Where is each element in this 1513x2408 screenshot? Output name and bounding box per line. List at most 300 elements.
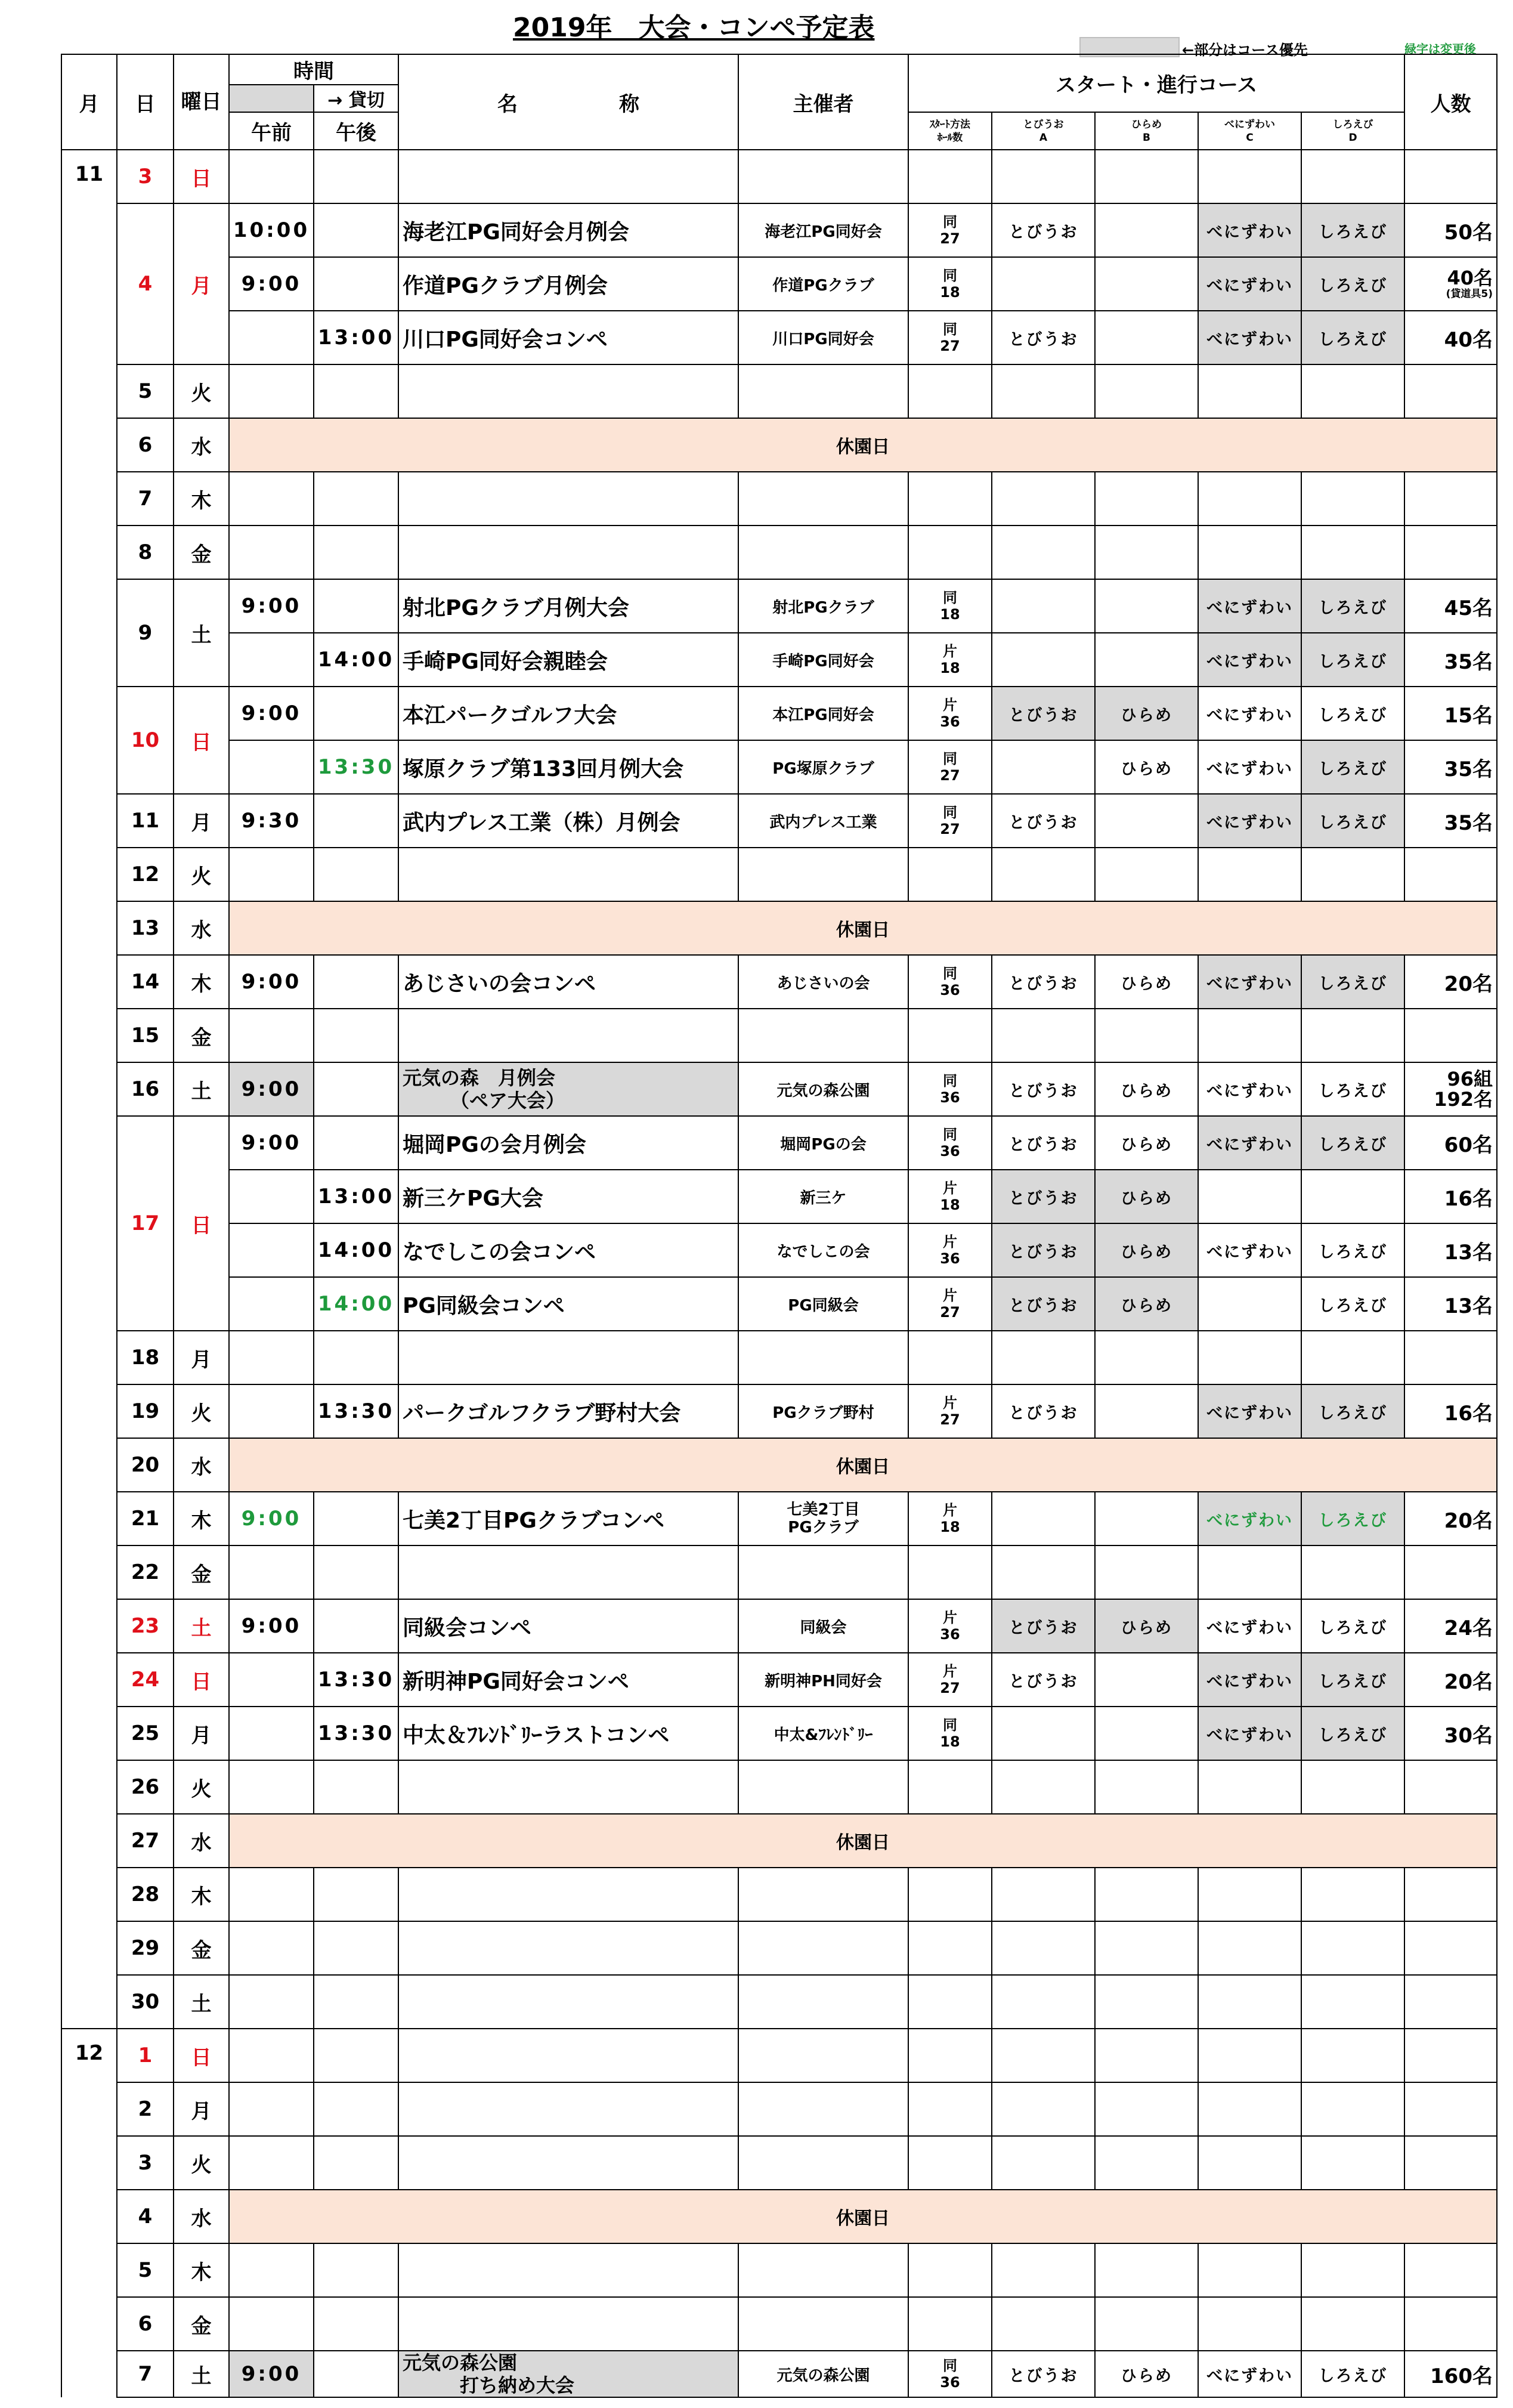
table-row bbox=[61, 1545, 1497, 1599]
weekday-cell: 月 bbox=[174, 794, 229, 848]
pm-time-cell: 14:00 bbox=[314, 1277, 398, 1331]
course-d-cell: しろえび bbox=[1301, 311, 1404, 364]
course-c-cell: べにずわい bbox=[1198, 1707, 1301, 1760]
organizer-cell: 堀岡PGの会 bbox=[738, 1116, 908, 1170]
table-row bbox=[61, 1760, 1497, 1814]
header-course-b: ひらめ B bbox=[1095, 112, 1198, 150]
organizer-cell: 本江PG同好会 bbox=[738, 687, 908, 740]
table-row bbox=[61, 2029, 1497, 2082]
pm-time-cell: 13:30 bbox=[314, 740, 398, 794]
course-b-cell bbox=[1095, 257, 1198, 311]
organizer-cell bbox=[738, 2243, 908, 2297]
day-cell: 25 bbox=[117, 1707, 174, 1760]
table-row bbox=[61, 1009, 1497, 1062]
course-a-cell: とびうお bbox=[992, 1653, 1095, 1707]
count-cell: 35名 bbox=[1404, 794, 1497, 848]
course-c-cell: べにずわい bbox=[1198, 311, 1301, 364]
count-cell bbox=[1404, 150, 1497, 203]
header-course-a: とびうお A bbox=[992, 112, 1095, 150]
course-c-cell: べにずわい bbox=[1198, 1384, 1301, 1438]
header-am: 午前 bbox=[229, 112, 314, 150]
course-c-cell bbox=[1198, 1975, 1301, 2029]
day-cell: 13 bbox=[117, 901, 174, 955]
weekday-cell: 木 bbox=[174, 955, 229, 1009]
header-day: 日 bbox=[117, 54, 174, 150]
weekday-cell: 日 bbox=[174, 1116, 229, 1331]
day-cell: 2 bbox=[117, 2082, 174, 2136]
pm-time-cell bbox=[314, 2243, 398, 2297]
event-name-cell bbox=[398, 2029, 738, 2082]
count-cell: 35名 bbox=[1404, 633, 1497, 687]
table-row bbox=[61, 1116, 1497, 1170]
weekday-cell: 火 bbox=[174, 1384, 229, 1438]
course-a-cell bbox=[992, 1760, 1095, 1814]
course-d-cell bbox=[1301, 1975, 1404, 2029]
table-row bbox=[61, 1975, 1497, 2029]
organizer-cell: 同級会 bbox=[738, 1599, 908, 1653]
header-count: 人数 bbox=[1404, 54, 1497, 150]
pm-time-cell bbox=[314, 687, 398, 740]
am-time-cell: 9:00 bbox=[229, 1599, 314, 1653]
closed-row bbox=[61, 901, 1497, 955]
count-cell bbox=[1404, 1331, 1497, 1384]
start-method-cell: 片 36 bbox=[908, 687, 992, 740]
course-c-cell: べにずわい bbox=[1198, 1116, 1301, 1170]
organizer-cell bbox=[738, 1921, 908, 1975]
am-time-cell: 9:00 bbox=[229, 2351, 314, 2397]
closed-label: 休園日 bbox=[229, 901, 1497, 955]
count-cell bbox=[1404, 2297, 1497, 2351]
course-c-cell: べにずわい bbox=[1198, 203, 1301, 257]
course-a-cell: とびうお bbox=[992, 1384, 1095, 1438]
course-c-cell bbox=[1198, 2136, 1301, 2190]
event-name-cell: 元気の森 月例会 （ペア大会） bbox=[398, 1062, 738, 1116]
event-name-cell bbox=[398, 2297, 738, 2351]
course-b-cell bbox=[1095, 203, 1198, 257]
table-row bbox=[61, 848, 1497, 901]
course-d-cell: しろえび bbox=[1301, 1062, 1404, 1116]
event-name-cell bbox=[398, 472, 738, 526]
day-cell: 3 bbox=[117, 2136, 174, 2190]
pm-time-cell bbox=[314, 257, 398, 311]
table-row bbox=[61, 2136, 1497, 2190]
closed-label: 休園日 bbox=[229, 1438, 1497, 1492]
count-cell bbox=[1404, 472, 1497, 526]
course-d-cell: しろえび bbox=[1301, 579, 1404, 633]
pm-time-cell bbox=[314, 1760, 398, 1814]
count-cell: 20名 bbox=[1404, 1492, 1497, 1545]
start-method-cell bbox=[908, 472, 992, 526]
course-d-cell: しろえび bbox=[1301, 2351, 1404, 2397]
course-c-cell bbox=[1198, 2029, 1301, 2082]
course-c-cell bbox=[1198, 1331, 1301, 1384]
start-method-cell: 片 27 bbox=[908, 1277, 992, 1331]
course-a-cell: とびうお bbox=[992, 794, 1095, 848]
count-cell bbox=[1404, 2136, 1497, 2190]
course-b-cell bbox=[1095, 1545, 1198, 1599]
course-a-cell bbox=[992, 2029, 1095, 2082]
course-b-cell bbox=[1095, 1009, 1198, 1062]
count-cell bbox=[1404, 2082, 1497, 2136]
course-a-cell: とびうお bbox=[992, 955, 1095, 1009]
day-cell: 7 bbox=[117, 2351, 174, 2397]
start-method-cell: 同 36 bbox=[908, 1116, 992, 1170]
day-cell: 18 bbox=[117, 1331, 174, 1384]
organizer-cell: 手崎PG同好会 bbox=[738, 633, 908, 687]
organizer-cell: 武内プレス工業 bbox=[738, 794, 908, 848]
table-row bbox=[61, 579, 1497, 633]
course-b-cell: ひらめ bbox=[1095, 955, 1198, 1009]
count-cell: 160名 bbox=[1404, 2351, 1497, 2397]
day-cell: 14 bbox=[117, 955, 174, 1009]
am-time-cell bbox=[229, 848, 314, 901]
am-time-cell bbox=[229, 2243, 314, 2297]
start-method-cell bbox=[908, 1331, 992, 1384]
organizer-cell: PG同級会 bbox=[738, 1277, 908, 1331]
start-method-cell: 同 36 bbox=[908, 1062, 992, 1116]
course-a-cell bbox=[992, 1009, 1095, 1062]
count-cell bbox=[1404, 526, 1497, 579]
event-name-cell bbox=[398, 526, 738, 579]
organizer-cell: 元気の森公園 bbox=[738, 1062, 908, 1116]
header-course-d: しろえび D bbox=[1301, 112, 1404, 150]
course-b-cell bbox=[1095, 2297, 1198, 2351]
course-d-cell: しろえび bbox=[1301, 740, 1404, 794]
pm-time-cell bbox=[314, 955, 398, 1009]
am-time-cell bbox=[229, 1331, 314, 1384]
organizer-cell: 作道PGクラブ bbox=[738, 257, 908, 311]
am-time-cell bbox=[229, 311, 314, 364]
start-method-cell: 片 36 bbox=[908, 1223, 992, 1277]
course-d-cell: しろえび bbox=[1301, 687, 1404, 740]
weekday-cell: 日 bbox=[174, 150, 229, 203]
course-c-cell bbox=[1198, 1009, 1301, 1062]
course-c-cell: べにずわい bbox=[1198, 1653, 1301, 1707]
course-c-cell: べにずわい bbox=[1198, 1223, 1301, 1277]
count-cell bbox=[1404, 1868, 1497, 1921]
course-a-cell bbox=[992, 472, 1095, 526]
day-cell: 3 bbox=[117, 150, 174, 203]
am-time-cell bbox=[229, 472, 314, 526]
header-pm: 午後 bbox=[314, 112, 398, 150]
day-cell: 15 bbox=[117, 1009, 174, 1062]
course-d-cell: しろえび bbox=[1301, 1116, 1404, 1170]
event-name-cell: 射北PGクラブ月例大会 bbox=[398, 579, 738, 633]
event-name-cell bbox=[398, 1868, 738, 1921]
day-cell: 26 bbox=[117, 1760, 174, 1814]
count-cell: 13名 bbox=[1404, 1277, 1497, 1331]
day-cell: 16 bbox=[117, 1062, 174, 1116]
event-name-cell: 川口PG同好会コンペ bbox=[398, 311, 738, 364]
pm-time-cell bbox=[314, 848, 398, 901]
organizer-cell: PGクラブ野村 bbox=[738, 1384, 908, 1438]
pm-time-cell: 13:00 bbox=[314, 1170, 398, 1223]
course-a-cell bbox=[992, 526, 1095, 579]
event-name-cell: 新明神PG同好会コンペ bbox=[398, 1653, 738, 1707]
am-time-cell bbox=[229, 1384, 314, 1438]
count-cell: 20名 bbox=[1404, 1653, 1497, 1707]
table-row bbox=[61, 740, 1497, 794]
course-d-cell bbox=[1301, 2082, 1404, 2136]
day-cell: 28 bbox=[117, 1868, 174, 1921]
course-d-cell: しろえび bbox=[1301, 794, 1404, 848]
weekday-cell: 木 bbox=[174, 1868, 229, 1921]
course-d-cell: しろえび bbox=[1301, 955, 1404, 1009]
green-note: 緑字は変更後 bbox=[1404, 42, 1476, 56]
organizer-cell bbox=[738, 1760, 908, 1814]
table-row bbox=[61, 2243, 1497, 2297]
course-a-cell: とびうお bbox=[992, 1277, 1095, 1331]
weekday-cell: 金 bbox=[174, 1921, 229, 1975]
weekday-cell: 火 bbox=[174, 848, 229, 901]
course-a-cell bbox=[992, 633, 1095, 687]
course-a-cell bbox=[992, 1331, 1095, 1384]
organizer-cell bbox=[738, 1975, 908, 2029]
table-row bbox=[61, 2082, 1497, 2136]
course-a-cell: とびうお bbox=[992, 1062, 1095, 1116]
day-cell: 24 bbox=[117, 1653, 174, 1707]
am-time-cell bbox=[229, 1653, 314, 1707]
am-time-cell bbox=[229, 2029, 314, 2082]
count-cell bbox=[1404, 1760, 1497, 1814]
table-row bbox=[61, 150, 1497, 203]
event-name-cell bbox=[398, 1331, 738, 1384]
organizer-cell: 射北PGクラブ bbox=[738, 579, 908, 633]
start-method-cell: 同 18 bbox=[908, 579, 992, 633]
organizer-cell: あじさいの会 bbox=[738, 955, 908, 1009]
count-cell: 50名 bbox=[1404, 203, 1497, 257]
pm-time-cell bbox=[314, 1545, 398, 1599]
event-name-cell: 作道PGクラブ月例会 bbox=[398, 257, 738, 311]
pm-time-cell bbox=[314, 2351, 398, 2397]
course-b-cell: ひらめ bbox=[1095, 1116, 1198, 1170]
course-a-cell bbox=[992, 1545, 1095, 1599]
am-time-cell bbox=[229, 740, 314, 794]
start-method-cell bbox=[908, 1545, 992, 1599]
header-rental: → 貸切 bbox=[314, 85, 398, 112]
organizer-cell bbox=[738, 472, 908, 526]
organizer-cell bbox=[738, 848, 908, 901]
start-method-cell bbox=[908, 1921, 992, 1975]
course-a-cell: とびうお bbox=[992, 2351, 1095, 2397]
course-b-cell: ひらめ bbox=[1095, 1277, 1198, 1331]
day-cell: 30 bbox=[117, 1975, 174, 2029]
table-row bbox=[61, 633, 1497, 687]
count-cell bbox=[1404, 2029, 1497, 2082]
course-d-cell bbox=[1301, 1331, 1404, 1384]
organizer-cell bbox=[738, 150, 908, 203]
day-cell: 22 bbox=[117, 1545, 174, 1599]
pm-time-cell bbox=[314, 1921, 398, 1975]
course-b-cell: ひらめ bbox=[1095, 1170, 1198, 1223]
course-b-cell bbox=[1095, 2082, 1198, 2136]
table-row bbox=[61, 1331, 1497, 1384]
start-method-cell: 同 27 bbox=[908, 794, 992, 848]
course-a-cell: とびうお bbox=[992, 687, 1095, 740]
course-c-cell: べにずわい bbox=[1198, 1492, 1301, 1545]
start-method-cell: 片 27 bbox=[908, 1384, 992, 1438]
pm-time-cell: 14:00 bbox=[314, 633, 398, 687]
table-row bbox=[61, 2297, 1497, 2351]
course-a-cell: とびうお bbox=[992, 203, 1095, 257]
pm-time-cell bbox=[314, 1331, 398, 1384]
day-cell: 6 bbox=[117, 2297, 174, 2351]
am-time-cell bbox=[229, 1868, 314, 1921]
weekday-cell: 木 bbox=[174, 472, 229, 526]
count-cell bbox=[1404, 1009, 1497, 1062]
course-c-cell bbox=[1198, 526, 1301, 579]
event-name-cell bbox=[398, 364, 738, 418]
day-cell: 20 bbox=[117, 1438, 174, 1492]
table-row bbox=[61, 1277, 1497, 1331]
course-d-cell: しろえび bbox=[1301, 633, 1404, 687]
am-time-cell: 9:30 bbox=[229, 794, 314, 848]
course-c-cell bbox=[1198, 364, 1301, 418]
pm-time-cell bbox=[314, 150, 398, 203]
count-cell bbox=[1404, 848, 1497, 901]
weekday-cell: 火 bbox=[174, 1760, 229, 1814]
event-name-cell: 同級会コンペ bbox=[398, 1599, 738, 1653]
count-cell bbox=[1404, 364, 1497, 418]
weekday-cell: 火 bbox=[174, 2136, 229, 2190]
start-method-cell bbox=[908, 2297, 992, 2351]
course-d-cell: しろえび bbox=[1301, 1653, 1404, 1707]
start-method-cell bbox=[908, 2136, 992, 2190]
course-c-cell bbox=[1198, 1760, 1301, 1814]
count-cell: 45名 bbox=[1404, 579, 1497, 633]
organizer-cell bbox=[738, 526, 908, 579]
organizer-cell: 七美2丁目 PGクラブ bbox=[738, 1492, 908, 1545]
start-method-cell: 同 27 bbox=[908, 311, 992, 364]
course-b-cell bbox=[1095, 1384, 1198, 1438]
weekday-cell: 日 bbox=[174, 2029, 229, 2082]
schedule-table bbox=[61, 54, 1497, 2398]
count-cell bbox=[1404, 1545, 1497, 1599]
course-b-cell bbox=[1095, 1921, 1198, 1975]
course-c-cell: べにずわい bbox=[1198, 1599, 1301, 1653]
table-row bbox=[61, 1921, 1497, 1975]
pm-time-cell bbox=[314, 203, 398, 257]
event-name-cell bbox=[398, 1009, 738, 1062]
organizer-cell bbox=[738, 1009, 908, 1062]
am-time-cell bbox=[229, 2082, 314, 2136]
course-c-cell: べにずわい bbox=[1198, 2351, 1301, 2397]
weekday-cell: 月 bbox=[174, 2082, 229, 2136]
header-course-group: スタート・進行コース bbox=[908, 54, 1404, 112]
weekday-cell: 水 bbox=[174, 2190, 229, 2243]
day-cell: 11 bbox=[117, 794, 174, 848]
course-b-cell bbox=[1095, 2029, 1198, 2082]
course-b-cell bbox=[1095, 1707, 1198, 1760]
count-cell: 40名 (貸道具5) bbox=[1404, 257, 1497, 311]
course-a-cell bbox=[992, 1707, 1095, 1760]
event-name-cell bbox=[398, 150, 738, 203]
count-cell: 15名 bbox=[1404, 687, 1497, 740]
organizer-cell bbox=[738, 2082, 908, 2136]
organizer-cell: 海老江PG同好会 bbox=[738, 203, 908, 257]
pm-time-cell: 13:30 bbox=[314, 1707, 398, 1760]
am-time-cell bbox=[229, 364, 314, 418]
table-row bbox=[61, 687, 1497, 740]
am-time-cell bbox=[229, 1277, 314, 1331]
course-a-cell: とびうお bbox=[992, 1223, 1095, 1277]
am-time-cell bbox=[229, 1975, 314, 2029]
start-method-cell: 同 27 bbox=[908, 740, 992, 794]
organizer-cell: 元気の森公園 bbox=[738, 2351, 908, 2397]
course-b-cell bbox=[1095, 1492, 1198, 1545]
count-cell bbox=[1404, 1975, 1497, 2029]
closed-row bbox=[61, 2190, 1497, 2243]
course-a-cell bbox=[992, 848, 1095, 901]
course-c-cell: べにずわい bbox=[1198, 740, 1301, 794]
am-time-cell bbox=[229, 1921, 314, 1975]
table-row bbox=[61, 794, 1497, 848]
event-name-cell: 塚原クラブ第133回月例大会 bbox=[398, 740, 738, 794]
event-name-cell: あじさいの会コンペ bbox=[398, 955, 738, 1009]
course-c-cell bbox=[1198, 2297, 1301, 2351]
course-d-cell: しろえび bbox=[1301, 1277, 1404, 1331]
am-time-cell bbox=[229, 1223, 314, 1277]
header-time: 時間 bbox=[229, 54, 398, 85]
event-name-cell bbox=[398, 2136, 738, 2190]
start-method-cell bbox=[908, 1868, 992, 1921]
am-time-cell bbox=[229, 2297, 314, 2351]
course-c-cell bbox=[1198, 150, 1301, 203]
course-a-cell bbox=[992, 579, 1095, 633]
day-cell: 19 bbox=[117, 1384, 174, 1438]
am-time-cell: 9:00 bbox=[229, 1116, 314, 1170]
pm-time-cell bbox=[314, 1062, 398, 1116]
closed-label: 休園日 bbox=[229, 418, 1497, 472]
course-c-cell bbox=[1198, 1868, 1301, 1921]
month-cell: 11 bbox=[61, 150, 117, 2029]
organizer-cell: 中太&ﾌﾚﾝﾄﾞﾘｰ bbox=[738, 1707, 908, 1760]
event-name-cell: 手崎PG同好会親睦会 bbox=[398, 633, 738, 687]
course-d-cell bbox=[1301, 364, 1404, 418]
table-row bbox=[61, 1599, 1497, 1653]
event-name-cell bbox=[398, 1760, 738, 1814]
event-name-cell: 元気の森公園 打ち納め大会 bbox=[398, 2351, 738, 2397]
organizer-cell bbox=[738, 1331, 908, 1384]
table-row bbox=[61, 1384, 1497, 1438]
event-name-cell bbox=[398, 1545, 738, 1599]
event-name-cell bbox=[398, 2243, 738, 2297]
day-cell: 21 bbox=[117, 1492, 174, 1545]
table-row bbox=[61, 257, 1497, 311]
course-d-cell: しろえび bbox=[1301, 1707, 1404, 1760]
weekday-cell: 日 bbox=[174, 687, 229, 794]
am-time-cell bbox=[229, 150, 314, 203]
table-row bbox=[61, 526, 1497, 579]
start-method-cell: 片 27 bbox=[908, 1653, 992, 1707]
day-cell: 23 bbox=[117, 1599, 174, 1653]
pm-time-cell bbox=[314, 2029, 398, 2082]
weekday-cell: 土 bbox=[174, 1599, 229, 1653]
count-cell bbox=[1404, 2243, 1497, 2297]
table-row bbox=[61, 1170, 1497, 1223]
start-method-cell: 同 36 bbox=[908, 955, 992, 1009]
course-b-cell bbox=[1095, 848, 1198, 901]
header-start-method: ｽﾀｰﾄ方法 ﾎｰﾙ数 bbox=[908, 112, 992, 150]
pm-time-cell bbox=[314, 2297, 398, 2351]
organizer-cell: PG塚原クラブ bbox=[738, 740, 908, 794]
course-c-cell: べにずわい bbox=[1198, 955, 1301, 1009]
header-month: 月 bbox=[61, 54, 117, 150]
count-cell: 60名 bbox=[1404, 1116, 1497, 1170]
course-c-cell bbox=[1198, 472, 1301, 526]
organizer-cell bbox=[738, 364, 908, 418]
am-time-cell: 9:00 bbox=[229, 1492, 314, 1545]
